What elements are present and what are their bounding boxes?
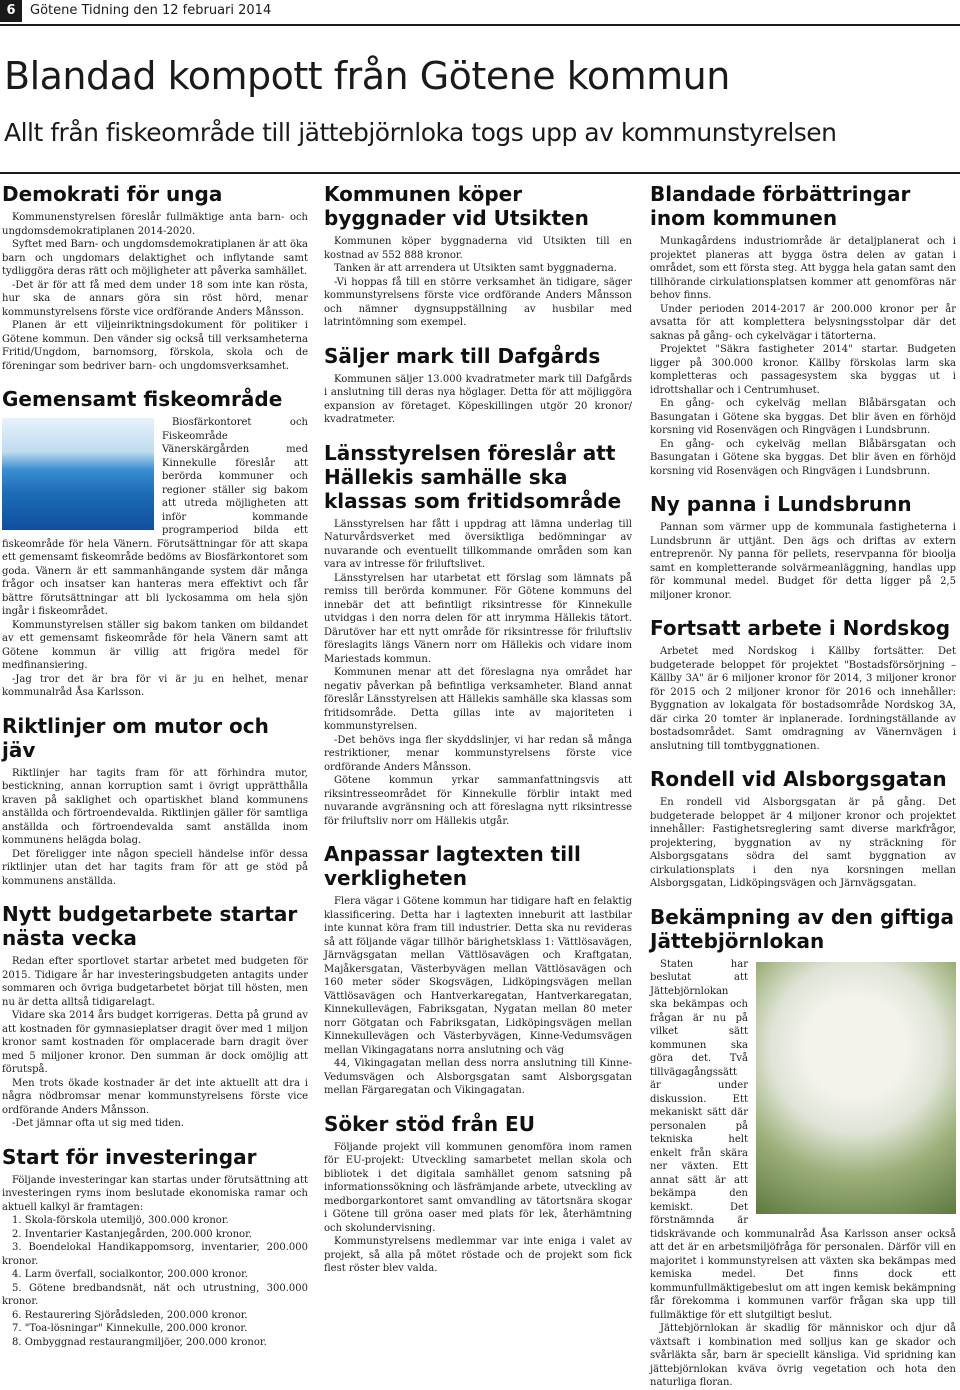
paragraph: Jättebjörnlokan är skadlig för människor och djur då växtsaft i kombination med solljus kan ge skador och svårläkta sår, barn är speciellt känsliga. Vid spridning kan jättebjörnlokan kväva övrig vegetation och hota den naturliga floran. xyxy=(650,1323,956,1388)
list-item: 6. Restaurering Sjörådsleden, 200.000 kronor. xyxy=(12,1309,248,1321)
plant-photo xyxy=(756,962,956,1214)
paragraph: Pannan som värmer upp de kommunala fastigheterna i Lundsbrunn är uttjänt. Den ägs och driftas av extern entreprenör. Ny panna för pellets, reservpanna för bioolja samt en kompletterande solvärmeanläggning, handlas upp för kommunal medel. Budget för detta ligger på 2,5 miljoner kronor. xyxy=(650,522,956,601)
headline: Bekämpning av den giftiga Jättebjörnlokan xyxy=(650,904,955,953)
paragraph: Under perioden 2014-2017 är 200.000 kronor per år avsatta för att komplettera belysningsstolpar där det saknas på gång- och cykelvägar i tätorterna. xyxy=(650,303,956,342)
article-hallekis xyxy=(324,441,632,829)
paragraph: Kommunen menar att det föreslagna nya området har negativ påverkan på befintliga verksamheter. Bland annat föreslår Länsstyrelsen att Hällekis samhälle ska klassas som fritidsområde. Detta gillas inte av majoriteten i kommunstyrelsen. xyxy=(324,667,632,732)
list-item: 3. Boendelokal Handikappomsorg, inventarier, 200.000 kronor. xyxy=(2,1242,308,1267)
paragraph: -Vi hoppas få till en större verksamhet än tidigare, säger kommunstyrelsens förste vice ordförande Anders Månsson och nämner dygnsuppställning av husbilar med latrintömning som exempel. xyxy=(324,276,632,328)
list-item: 1. Skola-förskola utemiljö, 300.000 kronor. xyxy=(12,1215,229,1226)
paragraph: Projektet "Säkra fastigheter 2014" startar. Budgeten ligger på 300.000 kronor. Källby förskolas larm ska kompletteras och passagesystem ska byggas ut i idrottshallar och i Centrumhuset. xyxy=(650,344,956,396)
paragraph: Kommunstyrelsens medlemmar var inte eniga i valet av projekt, så alla på mötet röstade och de projekt som fick flest röster blev valda. xyxy=(324,1236,632,1274)
paragraph: Götene kommun yrkar sammanfattningsvis att riksintresseområdet för Kinnekulle förblir intakt med nuvarande avgränsning och att föreslagna nytt riksintresse för friluftsliv norr om Hällekis utgår. xyxy=(324,775,632,827)
paragraph: Flera vägar i Götene kommun har tidigare haft en felaktig klassificering. Detta har i lagtexten inneburit att lastbilar inte kunnat köra fram till industrier. Detta ska nu revideras så att följande vägar tillhör bärighetsklass 1: Vättlösavägen, Järnvägsgatan mellan Vättlösavägen och Kraftgatan, Majåkersgatan, Västerbyvägen mellan Vättlösavägen och 160 meter söder Skogsvägen, Lidköpingsvägen mellan Vättlösavägen och Hantverkaregatan, Hantverkaregatan, Kinnekullevägen, Fabriksgatan, Nygatan mellan 80 meter norr Götgatan och Fabriksgatan, Lidköpingsvägen mellan Kinnekullevägen och Västerbyvägen, Kinne-Vedumsvägen mellan Vikingagatans norra anslutning och väg xyxy=(324,896,632,1056)
column-middle xyxy=(324,182,632,1382)
paragraph: Tanken är att arrendera ut Utsikten samt byggnaderna. xyxy=(334,263,617,274)
headline: Ny panna i Lundsbrunn xyxy=(650,492,912,516)
paragraph: Kommunen säljer 13.000 kvadratmeter mark till Dafgårds i anslutning till deras nya höglager. Detta för att möjliggöra expansion av företaget. Köpeskillingen utgör 20 kronor/ kvadratmeter. xyxy=(324,373,632,425)
paragraph: Redan efter sportlovet startar arbetet med budgeten för 2015. Tidigare år har investeringsbudgeten antagits under sommaren och övriga budgetarbetet börjat till hösten, men nu är detta alltså tidigarelagt. xyxy=(2,956,308,1008)
paragraph: Kommunen köper byggnaderna vid Utsikten till en kostnad av 552 888 kronor. xyxy=(324,236,632,261)
page-subtitle: Allt från fiskeområde till jättebjörnloka togs upp av kommunstyrelsen xyxy=(4,118,837,147)
article-eu xyxy=(324,1112,632,1276)
paragraph: Länsstyrelsen har utarbetat ett förslag som lämnats på remiss till berörda kommuner. För Götene kommuns del innebär det att befintligt riksintresse för Kinnekulle utvidgas i den norra delen för att inrymma Hällekis tätort. Därutöver har ett nytt område för riksintresse för friluftsliv föreslagits längs Vänern norr om Hällekis och vidare inom Mariestads kommun. xyxy=(324,572,632,665)
headline: Start för investeringar xyxy=(2,1144,257,1169)
article-budget xyxy=(2,902,308,1131)
headline: Fortsatt arbete i Nordskog xyxy=(650,616,951,640)
paragraph: -Det jämnar ofta ut sig med tiden. xyxy=(12,1118,184,1129)
article-lagtexten xyxy=(324,842,632,1098)
headline: Demokrati för unga xyxy=(2,182,223,206)
list-item: 7. "Toa-lösningar" Kinnekulle, 200.000 kronor. xyxy=(12,1323,248,1334)
paragraph: Men trots ökade kostnader är det inte aktuellt att dra i några nödbromsar menar kommunstyrelsens förste vice ordförande Anders Månsson. xyxy=(2,1077,308,1116)
paragraph: Följande projekt vill kommunen genomföra inom ramen för EU-projekt: Utveckling samarbetet mellan skola och bibliotek i det digitala samhället genom satsning på informationssökning och läsfrämjande arbete, utveckling av medborgarkontoret samt omvandling av tätortsnära skogar i Götene till gröna oaser med plats för lek, återhämtning och skolundervisning. xyxy=(324,1141,632,1234)
list-item: 4. Larm överfall, socialkontor, 200.000 kronor. xyxy=(12,1269,248,1280)
headline: Länsstyrelsen föreslår att Hällekis samhälle ska klassas som fritidsområde xyxy=(324,440,622,513)
headline: Söker stöd från EU xyxy=(324,1111,535,1136)
headline: Rondell vid Alsborgsgatan xyxy=(650,767,947,791)
article-dafgards xyxy=(324,344,632,427)
paragraph: -Jag tror det är bra för vi är ju en helhet, menar kommunalråd Åsa Karlsson. xyxy=(2,673,308,698)
headline: Gemensamt fiskeområde xyxy=(2,387,283,411)
article-investeringar xyxy=(2,1145,308,1350)
list-item: 8. Ombyggnad restaurangmiljöer, 200.000 kronor. xyxy=(12,1336,267,1348)
headline: Anpassar lagtexten till verkligheten xyxy=(324,842,581,890)
paragraph: En gång- och cykelväg mellan Blåbärsgatan och Basungatan i Götene ska byggas. Det blir även en förhöjd korsning vid Rosenvägen och Ringvägen i Lundsbrunn. xyxy=(650,398,956,436)
article-riktlinjer xyxy=(2,714,308,889)
paragraph: Det föreligger inte någon speciell händelse inför dessa riktlinjer utan det har tagits fram för att ge stöd på kommunens anställda. xyxy=(2,848,308,887)
header-rule xyxy=(0,24,960,26)
page-header xyxy=(0,0,960,24)
headline: Riktlinjer om mutor och jäv xyxy=(2,713,269,762)
paragraph: Biosfärkontoret och Fiskeområde Vänerskärgården med Kinnekulle föreslår att berörda kommuner och regioner ställer sig bakom att utreda möjligheten att inför kommande programperiod bilda ett fiskeområde för hela Vänern. Förutsättningar för att skapa ett gemensamt fiskeområde bedöms av Biosfärkontoret som goda. Vänern är ett sammanhängande system där många frågor och insatser kan hanteras mera effektivt och får bättre förutsättningar att bli lyckosamma om hela sjön ingår i fiskeområdet. xyxy=(2,417,308,617)
paragraph: -Det är för att få med dem under 18 som inte kan rösta, hur ska de annars göra sin röst hörd, menar kommunstyrelsens förste vice ordförande Anders Månsson. xyxy=(2,279,308,318)
paragraph: Staten har beslutat att Jättebjörnlokan ska bekämpas och frågan är nu på vilket sätt kommunen ska göra det. Två tillvägagångssätt är under diskussion. Ett mekaniskt sätt där personalen på tekniska helt enkelt från skära ner växten. Ett annat sätt är att bekämpa den kemiskt. Det förstnämnda är tidskrävande och kommunalråd Åsa Karlsson anser också att det är en arbetsmiljöfråga för personalen. Därför vill en majoritet i kommunstyrelsen att växten ska bekämpas med kemiska medel. Det finns dock ett kommunfullmäktigebeslut om att ingen kemisk bekämpning får förekomma i kommunen varför frågan ska upp till fullmäktige för ett slutgiltigt beslut. xyxy=(650,958,956,1321)
headline: Säljer mark till Dafgårds xyxy=(324,343,601,368)
column-left xyxy=(2,182,308,1382)
article-demokrati xyxy=(2,182,308,373)
article-fiskeomrade xyxy=(2,387,308,700)
paragraph: Kommunenstyrelsen föreslår fullmäktige anta barn- och ungdomsdemokratiplanen 2014-2020. xyxy=(2,212,308,237)
paragraph: Kommunstyrelsen ställer sig bakom tanken om bildandet av ett gemensamt fiskeområde för hela Vänern samt att Götene kommun är villig att frigöra medel för medfinansiering. xyxy=(2,619,308,671)
article-jattebjornloka xyxy=(650,905,956,1390)
paragraph: En rondell vid Alsborgsgatan är på gång. Det budgeterade beloppet är 4 miljoner kronor och projektet innehåller: Fastighetsreglering samt diverse markfrågor, projektering, byggnation av ny sträckning för Alsborgsgatans södra del samt byggnation av cirkulationsplats i den nya korsningen mellan Alsborgsgatan, Lidköpingsvägen och Järnvägsgatan. xyxy=(650,797,956,889)
article-utsikten xyxy=(324,182,632,330)
list-item: 2. Inventarier Kastanjegården, 200.000 kronor. xyxy=(12,1228,252,1240)
paragraph: Vidare ska 2014 års budget korrigeras. Detta på grund av att kostnaden för gymnasieplatser dragit över med 1 miljon kronor samt kostnaden för omplacerade barn dragit över med 5 miljoner kronor. Den summan är dock omöjlig att förutspå. xyxy=(2,1010,308,1075)
headline: Nytt budgetarbete startar nästa vecka xyxy=(2,902,298,950)
list-item: 5. Götene bredbandsnät, nät och utrustning, 300.000 kronor. xyxy=(2,1282,308,1307)
paragraph: Planen är ett viljeinriktningsdokument för politiker i Götene kommun. Den vänder sig också till verksamheterna Fritid/Ungdom, barnomsorg, förskola, skola och de föreningar som bedriver barn- och ungdomsverksamhet. xyxy=(2,320,308,372)
paragraph: Länsstyrelsen har fått i uppdrag att lämna underlag till Naturvårdsverket med översiktliga bedömningar av nuvarande och eventuellt tillkommande områden som kan vara av intresse för friluftslivet. xyxy=(324,518,632,570)
headline: Blandade förbättringar inom kommunen xyxy=(650,182,911,230)
article-nordskog xyxy=(650,616,956,753)
paragraph: 44, Vikingagatan mellan dess norra anslutning till Kinne-Vedumsvägen och Alsborgsgatan samt Alsborgsgatan mellan Färgaregatan och Vikingagatan. xyxy=(324,1058,632,1096)
paragraph: Syftet med Barn- och ungdomsdemokratiplanen är att öka barn och ungdomars delaktighet och inflytande samt tydliggöra deras rätt och möjligheter att påverka samhället. xyxy=(2,239,308,277)
article-forbattringar xyxy=(650,182,956,478)
paragraph: Följande investeringar kan startas under förutsättning att investeringen ryms inom beslutade ekonomiska ramar och aktuell kalkyl är framtagen: xyxy=(2,1174,308,1213)
paragraph: En gång- och cykelväg mellan Blåbärsgatan och Basungatan i Götene ska byggas. Det blir även en förhöjd korsning vid Rosenvägen och Ringvägen i Lundsbrunn. xyxy=(650,438,956,477)
dateline: Götene Tidning den 12 februari 2014 xyxy=(30,3,272,18)
paragraph: Arbetet med Nordskog i Källby fortsätter. Det budgeterade beloppet för projektet "Bostadsförsörjning – Källby 3A" är 6 miljoner kronor för 2014, 3 miljoner kronor för 2015 och 2 miljoner kronor för 2016 och innehåller: Byggnation av lokalgata för bostadsområde Nordskog 3A, där cirka 20 tomter är inplanerade. Iordningställande av bostadsområdet. Samt omdragning av Vänernvägen i anslutning till tomtbyggnationen. xyxy=(650,646,956,752)
article-alsborgsgatan xyxy=(650,767,956,891)
page-number: 6 xyxy=(0,0,22,22)
paragraph: Riktlinjer har tagits fram för att förhindra mutor, bestickning, annan korruption samt i övrigt upprätthålla kraven på saklighet och opartiskhet bland kommunens anställda och förtroendevalda. Riktlinjen gäller för samtliga anställda och förtroendevalda samt anställda inom kommunens helägda bolag. xyxy=(2,767,308,846)
page-title: Blandad kompott från Götene kommun xyxy=(4,54,730,98)
sea-photo xyxy=(2,418,154,530)
title-rule xyxy=(0,172,960,174)
paragraph: Munkagårdens industriområde är detaljplanerat och i projektet planeras att bygga östra delen av gatan i området, som ett första steg. Att bygga hela gatan samt den tillhörande cirkulationsplatsen kommer att genomföras när behov finns. xyxy=(650,236,956,301)
article-lundsbrunn xyxy=(650,492,956,602)
paragraph: -Det behövs inga fler skyddslinjer, vi har redan så många restriktioner, menar kommunstyrelsens förste vice ordförande Anders Månsson. xyxy=(324,734,632,773)
column-right xyxy=(650,182,956,1388)
headline: Kommunen köper byggnader vid Utsikten xyxy=(324,182,589,230)
